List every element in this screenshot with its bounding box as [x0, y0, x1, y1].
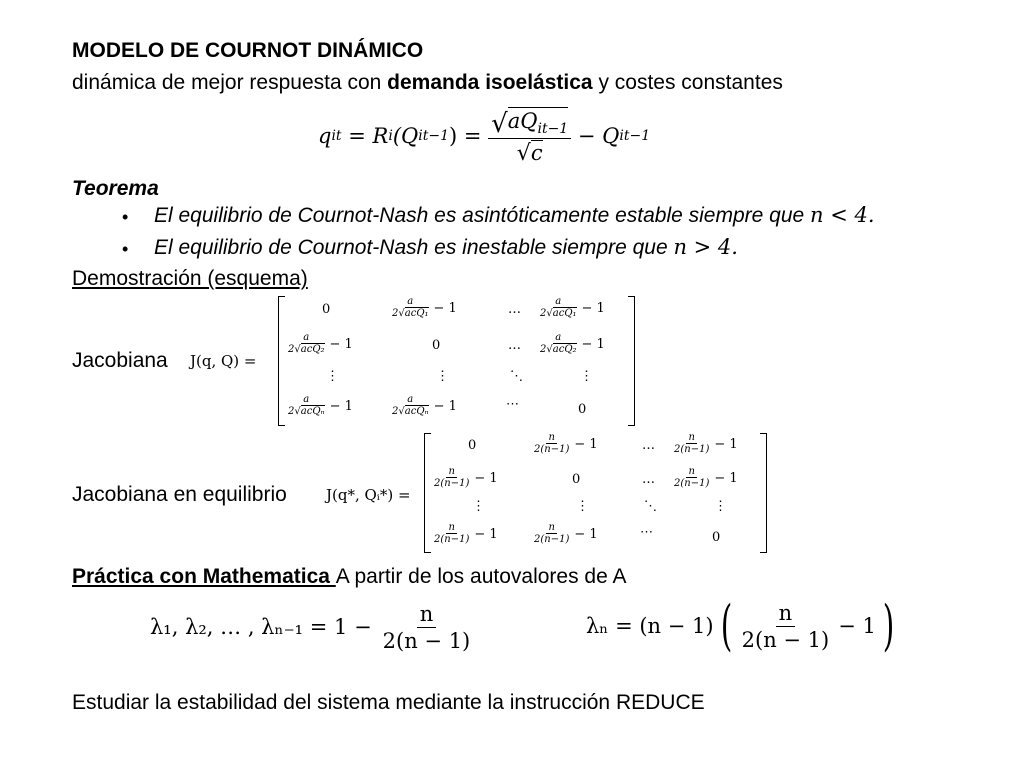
- proof-label: Demostración (esquema): [72, 267, 308, 290]
- matrix-cell: 0: [468, 437, 477, 453]
- subtitle: [72, 72, 783, 93]
- page-title: MODELO DE COURNOT DINÁMICO: [72, 39, 424, 62]
- matrix-cell: 0: [572, 471, 581, 487]
- best-response-formula: q it = R i (Q it−1 ) = √ $aQ_{it-1}$ √ c − Q it−1: [318, 108, 651, 167]
- matrix-cell: 0: [712, 529, 721, 545]
- matrix-cell: $\frac{a}{\text{2√acQ₁}}$ − 1: [540, 296, 605, 319]
- subtitle-bold: demanda isoelástica: [387, 71, 593, 94]
- practice-text: A partir de los autovalores de A: [335, 565, 627, 588]
- matrix-cell: $\frac{a}{\text{2√acQ₁}}$ − 1: [392, 296, 457, 319]
- matrix-cell: $\frac{a}{\text{2√acQₙ}}$ − 1: [288, 394, 353, 417]
- matrix-cell: …: [508, 301, 521, 317]
- footer-instruction: Estudiar la estabilidad del sistema mediante la instrucción REDUCE: [72, 691, 705, 714]
- matrix-cell: ⋱: [510, 368, 523, 384]
- matrix-cell: $\frac{n}{2(n-1)}$ − 1: [534, 522, 598, 545]
- subtitle-part2: y costes constantes: [592, 71, 783, 94]
- jacobian-matrix: [286, 296, 626, 424]
- matrix-cell: $\frac{a}{\text{2√acQ₂}}$ − 1: [540, 332, 605, 355]
- matrix-bracket-right: [760, 433, 767, 553]
- matrix-cell: $\frac{n}{2(n-1)}$ − 1: [434, 466, 498, 489]
- theorem-heading: Teorema: [72, 177, 159, 200]
- jacobian-eq-matrix: [432, 433, 758, 551]
- matrix-cell: $\frac{n}{2(n-1)}$ − 1: [534, 432, 598, 455]
- paren-left-icon: (: [720, 594, 732, 657]
- matrix-cell: 0: [322, 301, 331, 317]
- matrix-cell: 0: [432, 337, 441, 353]
- eigenvalues-left: λ₁, λ₂, … , λₙ₋₁ = 1 − $\frac{n}{2(n - 1)}$: [150, 601, 471, 653]
- matrix-cell: ⋯: [506, 396, 519, 412]
- sqrt-icon: √: [491, 109, 508, 140]
- matrix-cell: $\frac{a}{\text{2√acQₙ}}$ − 1: [392, 394, 457, 417]
- jacobian-label: Jacobiana: [72, 349, 168, 372]
- practice-heading: Práctica con Mathematica: [72, 565, 336, 588]
- jacobian-eq-lhs: J(q*, Qᵢ*) =: [326, 486, 411, 504]
- matrix-cell: $\frac{n}{2(n-1)}$ − 1: [674, 432, 738, 455]
- sqrt-icon: √: [516, 141, 531, 167]
- matrix-cell: 0: [578, 401, 587, 417]
- matrix-cell: ⋮: [436, 368, 449, 384]
- matrix-cell: ⋮: [472, 498, 485, 514]
- theorem-item-2: El equilibrio de Cournot-Nash es inestable siempre que n > 4.: [154, 235, 738, 259]
- practice-line: [72, 566, 626, 587]
- matrix-cell: ⋮: [576, 498, 589, 514]
- matrix-bracket-left: [278, 296, 285, 426]
- jacobian-lhs: J(q, Q) =: [190, 352, 257, 370]
- matrix-cell: $\frac{n}{2(n-1)}$ − 1: [434, 522, 498, 545]
- matrix-cell: …: [642, 471, 655, 487]
- formula-fraction: √ $aQ_{it-1}$ √ c: [488, 107, 571, 165]
- paren-right-icon: ): [882, 594, 895, 657]
- matrix-cell: ⋯: [640, 524, 653, 540]
- matrix-bracket-right: [628, 296, 635, 426]
- matrix-cell: ⋮: [714, 498, 727, 514]
- matrix-cell: ⋱: [644, 498, 657, 514]
- theorem-item-1: El equilibrio de Cournot-Nash es asintóticamente estable siempre que n < 4.: [154, 203, 875, 227]
- matrix-cell: $\frac{a}{\text{2√acQ₂}}$ − 1: [288, 332, 353, 355]
- matrix-cell: ⋮: [580, 368, 593, 384]
- bullet-icon: •: [122, 207, 129, 227]
- eigenvalue-n: λₙ = (n − 1) ( $\frac{n}{2(n - 1)}$ − 1 ): [586, 594, 895, 657]
- matrix-cell: $\frac{n}{2(n-1)}$ − 1: [674, 466, 738, 489]
- bullet-icon: •: [122, 239, 129, 259]
- matrix-bracket-left: [424, 433, 431, 553]
- subtitle-part1: dinámica de mejor respuesta con: [72, 71, 388, 94]
- matrix-cell: …: [508, 337, 521, 353]
- jacobian-eq-label: Jacobiana en equilibrio: [72, 483, 287, 506]
- matrix-cell: …: [642, 437, 655, 453]
- matrix-cell: ⋮: [326, 368, 339, 384]
